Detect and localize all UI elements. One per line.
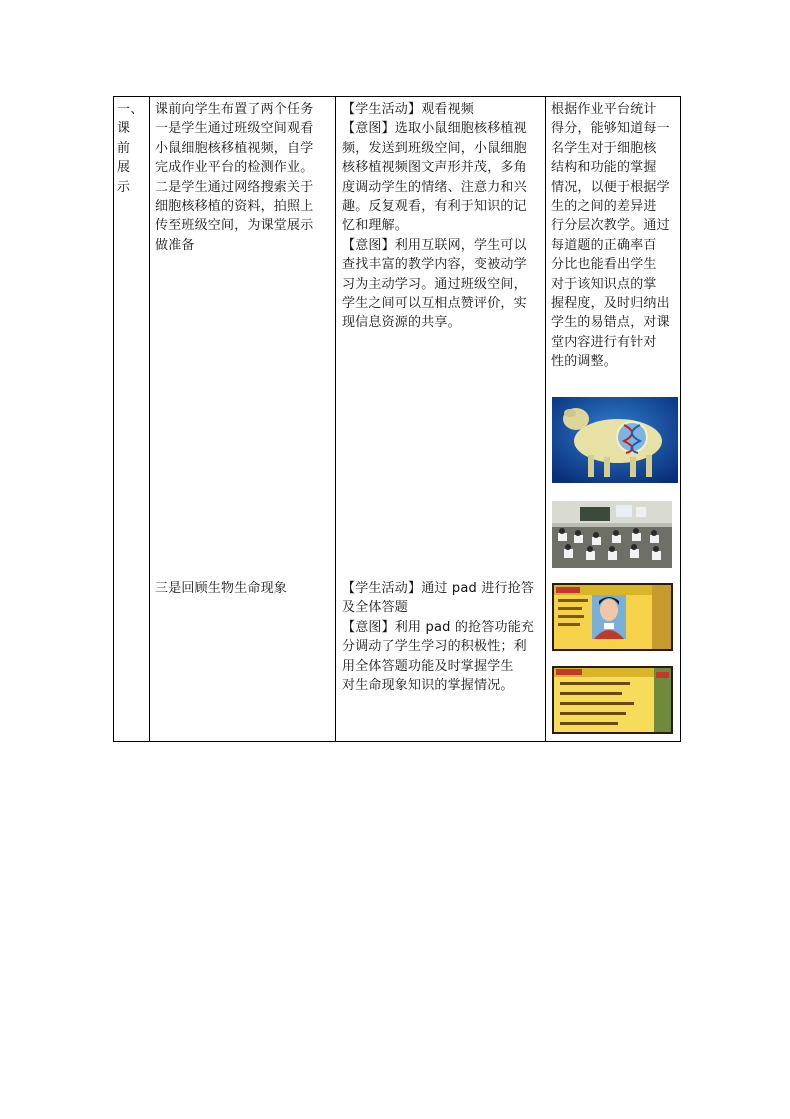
design-line: 学生之间可以互相点赞评价，实: [342, 296, 527, 312]
section-label-line: 前: [117, 140, 131, 156]
teacher-line: 二是学生通过网络搜索关于: [155, 179, 314, 195]
classroom-photo: [552, 501, 672, 568]
sheep-dna-image: [552, 397, 678, 483]
design-line: 忆和理解。: [342, 218, 409, 234]
design-intent: [342, 100, 542, 333]
design-line: 【意图】选取小鼠细胞核移植视: [342, 121, 527, 137]
design-line: 【学生活动】观看视频: [342, 102, 475, 117]
section-label-line: 展: [117, 160, 131, 176]
design-line: 【意图】利用 pad 的抢答功能充: [342, 619, 535, 635]
design-line: 趣。反复观看，有利于知识的记: [342, 199, 527, 215]
section-label-line: 课: [117, 121, 131, 137]
notes-line: 根据作业平台统计: [551, 102, 657, 117]
notes-line: 分比也能看出学生: [551, 257, 657, 273]
notes-line: 结构和功能的掌握: [551, 160, 657, 176]
teacher-line: 课前向学生布置了两个任务: [155, 102, 314, 117]
teacher-activity-review: [155, 579, 332, 598]
column-divider: [149, 97, 150, 741]
teacher-line: 传至班级空间，为课堂展示: [155, 218, 314, 234]
section-label-line: 一、: [117, 102, 144, 117]
notes-line: 得分，能够知道每一: [551, 121, 670, 137]
lesson-table: [113, 96, 681, 742]
teacher-line: 三是回顾生物生命现象: [155, 581, 288, 596]
teacher-line: 做准备: [155, 237, 195, 253]
design-line: 分调动了学生学习的积极性；利: [342, 639, 527, 655]
notes-line: 行分层次教学。通过: [551, 218, 670, 234]
teacher-activity: [155, 100, 332, 255]
design-line: 度调动学生的情绪、注意力和兴: [342, 179, 527, 195]
student-quiz-slide: [552, 583, 673, 651]
notes-line: 堂内容进行有针对: [551, 334, 657, 350]
design-intent-pad: [342, 579, 542, 695]
notes: [551, 100, 679, 372]
column-divider: [545, 97, 546, 741]
design-line: 用全体答题功能及时掌握学生: [342, 658, 514, 674]
design-line: 核移植视频图文声形并茂，多角: [342, 160, 527, 176]
notes-line: 握程度，及时归纳出: [551, 296, 670, 312]
teacher-line: 一是学生通过班级空间观看: [155, 121, 314, 137]
notes-line: 每道题的正确率百: [551, 237, 657, 253]
column-divider: [335, 97, 336, 741]
design-line: 频，发送到班级空间，小鼠细胞: [342, 140, 527, 156]
section-label: [117, 100, 147, 197]
design-line: 【学生活动】通过 pad 进行抢答: [342, 581, 535, 596]
teacher-line: 完成作业平台的检测作业。: [155, 160, 314, 176]
notes-line: 性的调整。: [551, 354, 618, 370]
teacher-line: 小鼠细胞核移植视频，自学: [155, 140, 314, 156]
quiz-question-slide: [552, 666, 673, 734]
notes-line: 情况，以便于根据学: [551, 179, 670, 195]
notes-line: 对于该知识点的掌: [551, 276, 657, 292]
notes-line: 名学生对于细胞核: [551, 140, 657, 156]
design-line: 习为主动学习。通过班级空间，: [342, 276, 527, 292]
design-line: 查找丰富的教学内容，变被动学: [342, 257, 527, 273]
section-label-line: 示: [117, 179, 131, 195]
design-line: 【意图】利用互联网，学生可以: [342, 237, 527, 253]
notes-line: 生的之间的差异进: [551, 199, 657, 215]
design-line: 对生命现象知识的掌握情况。: [342, 678, 514, 694]
teacher-line: 细胞核移植的资料，拍照上: [155, 199, 314, 215]
design-line: 及全体答题: [342, 600, 409, 616]
design-line: 现信息资源的共享。: [342, 315, 461, 331]
notes-line: 学生的易错点，对课: [551, 315, 670, 331]
